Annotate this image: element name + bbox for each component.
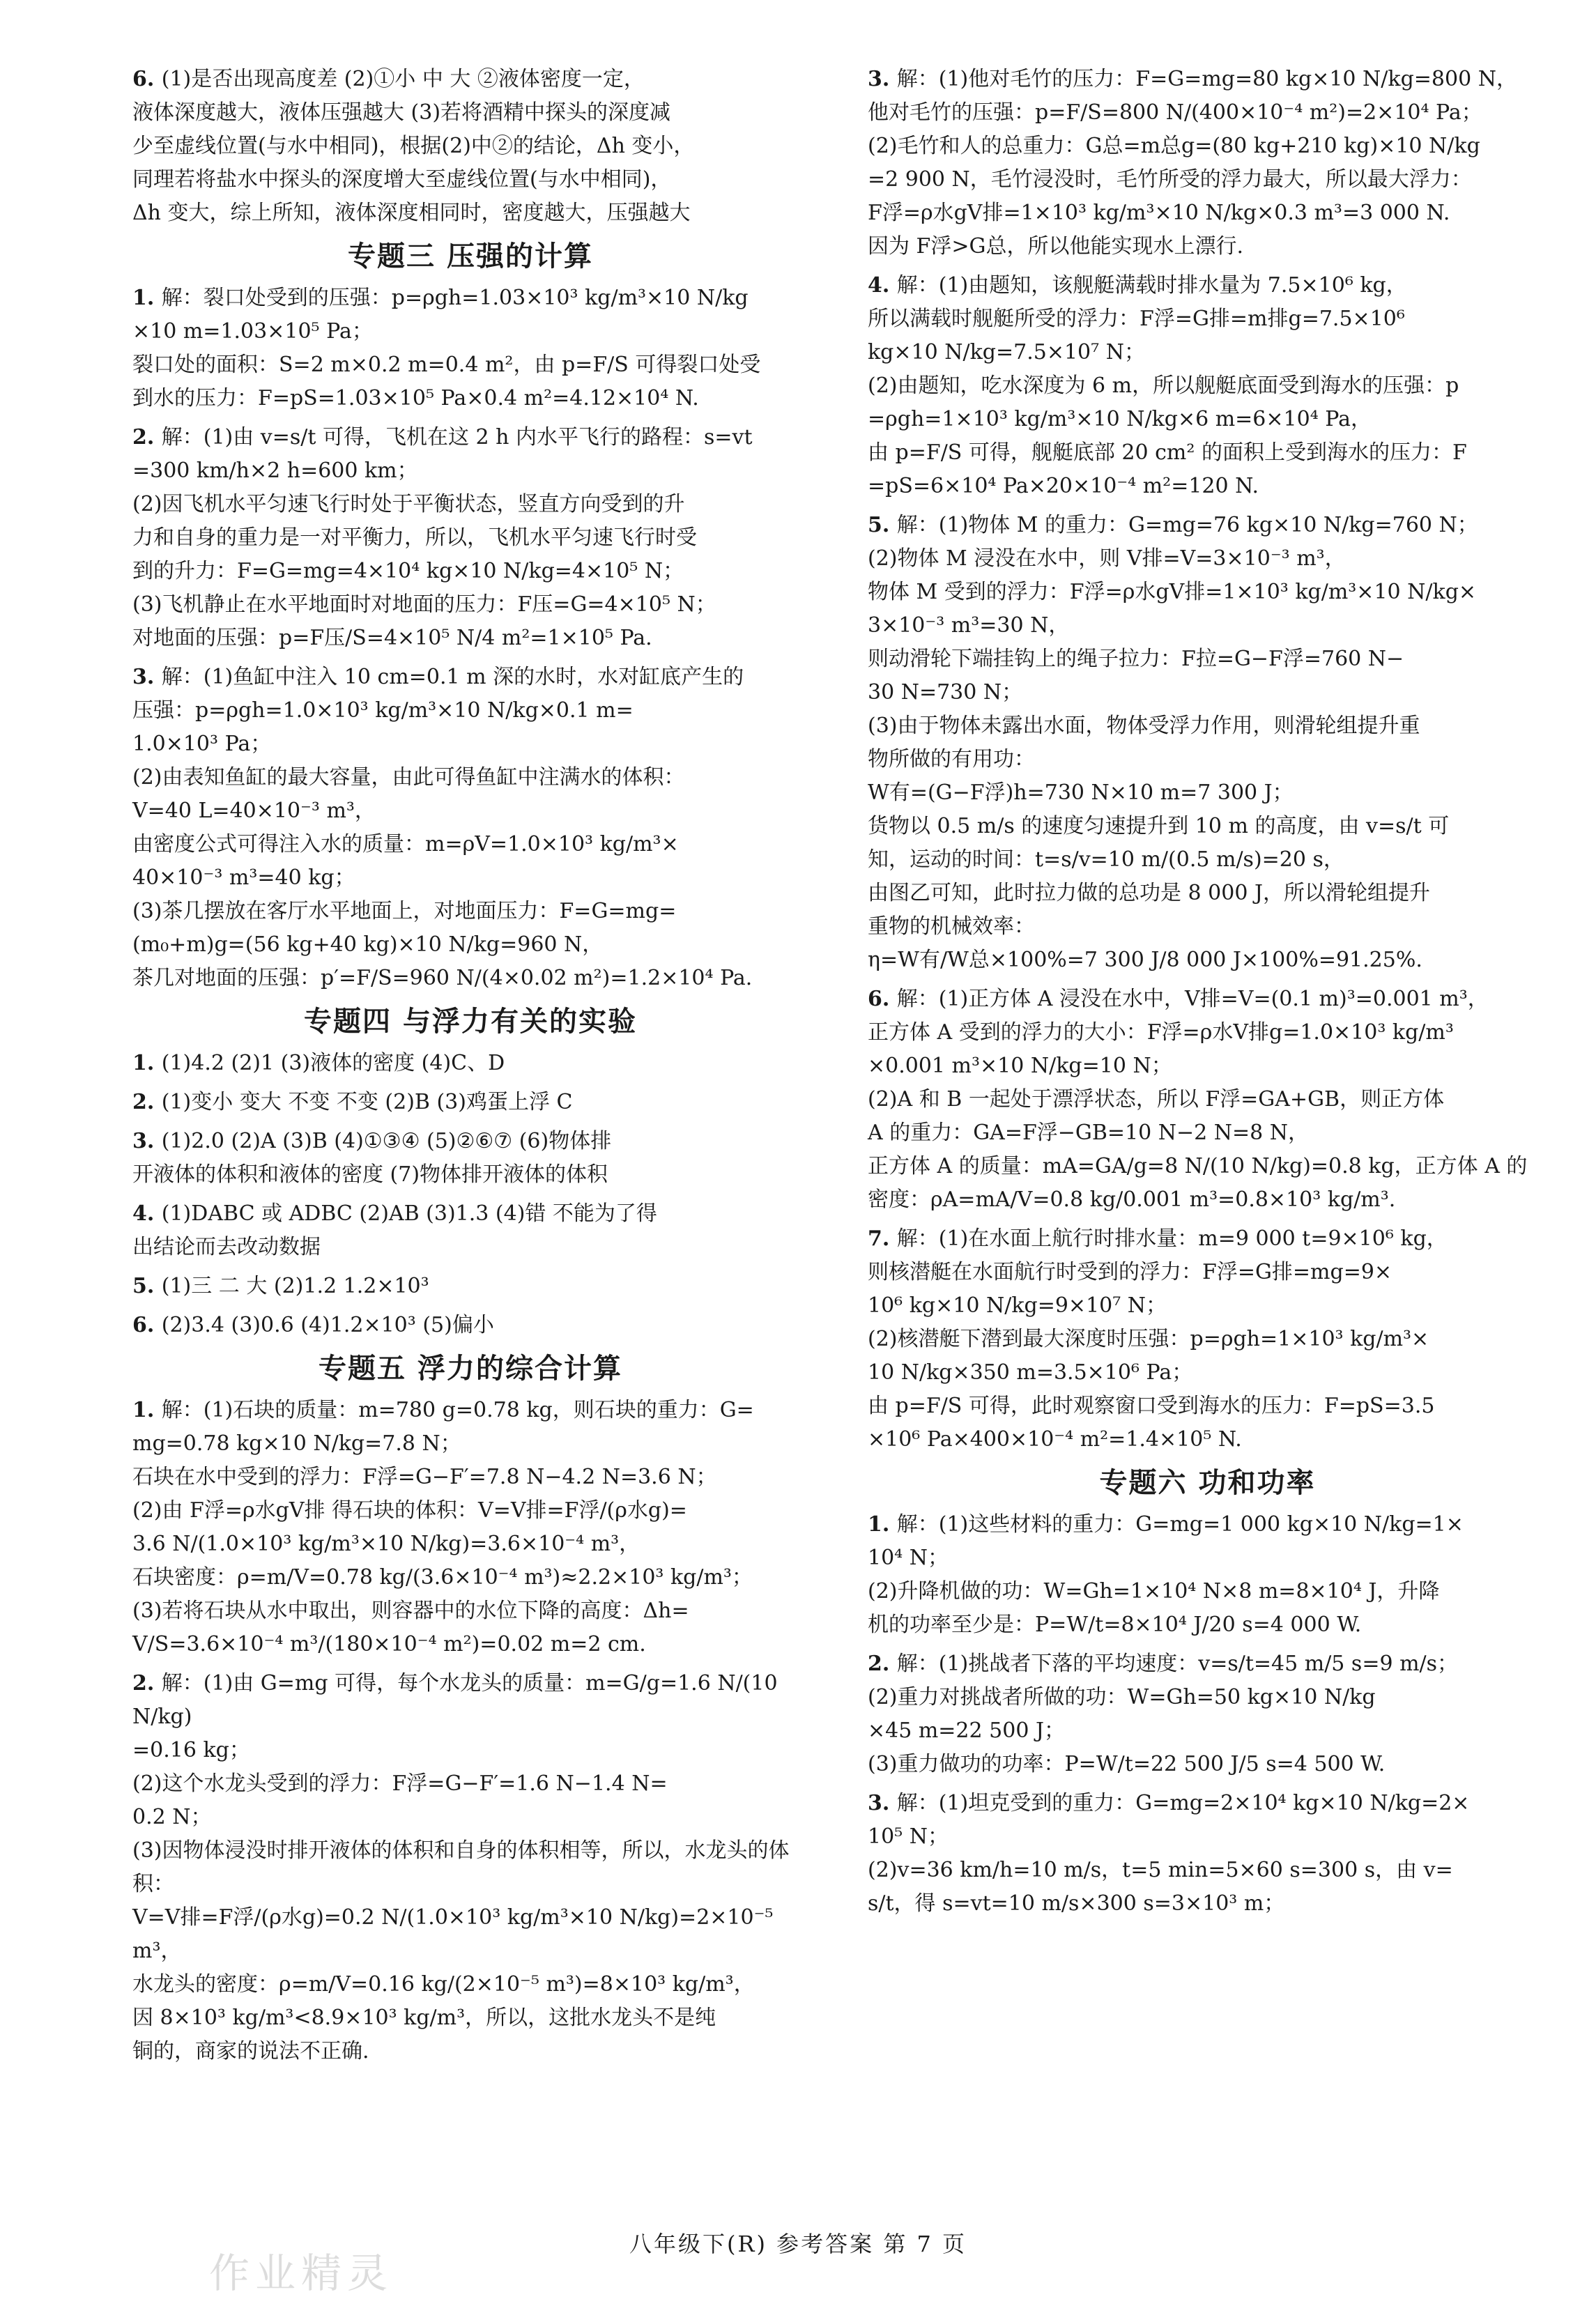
- line-text: η=W有/W总×100%=7 300 J/8 000 J×100%=91.25%.: [868, 948, 1422, 972]
- line-text: 裂口处的面积：S=2 m×0.2 m=0.4 m²，由 p=F/S 可得裂口处受: [132, 353, 761, 377]
- answer-line: [132, 488, 808, 521]
- answer-line: [132, 421, 808, 454]
- line-text: 力和自身的重力是一对平衡力，所以，飞机水平匀速飞行时受: [132, 525, 697, 550]
- line-text: 解：裂口处受到的压强：p=ρgh=1.03×10³ kg/m³×10 N/kg: [161, 286, 749, 310]
- answer-item: [132, 1125, 808, 1192]
- answer-line: [132, 1801, 808, 1834]
- item-number: 1.: [132, 286, 162, 310]
- item-number: 7.: [868, 1227, 897, 1251]
- item-number: 2.: [132, 1090, 162, 1114]
- line-text: ×45 m=22 500 J；: [868, 1719, 1065, 1743]
- line-text: (m₀+m)g=(56 kg+40 kg)×10 N/kg=960 N，: [132, 932, 604, 957]
- answer-line: [132, 1197, 808, 1231]
- answer-line: [132, 521, 808, 555]
- line-text: 由图乙可知，此时拉力做的总功是 8 000 J，所以滑轮组提升: [868, 881, 1430, 905]
- answer-line: [132, 962, 808, 995]
- answer-line: [868, 230, 1547, 263]
- line-text: (2)升降机做的功：W=Gh=1×10⁴ N×8 m=8×10⁴ J，升降: [868, 1579, 1440, 1604]
- answer-line: [132, 1231, 808, 1264]
- answer-line: [868, 96, 1547, 130]
- answer-line: [868, 1748, 1547, 1781]
- answer-line: [868, 1323, 1547, 1356]
- answer-line: [132, 828, 808, 861]
- answer-item: [868, 1787, 1547, 1921]
- line-text: 10⁶ kg×10 N/kg=9×10⁷ N；: [868, 1293, 1167, 1318]
- answer-line: [132, 282, 808, 315]
- answer-line: [868, 810, 1547, 843]
- answer-item: [132, 1309, 808, 1342]
- line-text: mg=0.78 kg×10 N/kg=7.8 N；: [132, 1431, 461, 1456]
- item-number: 3.: [132, 1129, 162, 1153]
- line-text: 由 p=F/S 可得，此时观察窗口受到海水的压力：F=pS=3.5: [868, 1394, 1435, 1418]
- line-text: (2)重力对挑战者所做的功：W=Gh=50 kg×10 N/kg: [868, 1685, 1376, 1709]
- answer-item: [132, 1197, 808, 1264]
- line-text: 3.6 N/(1.0×10³ kg/m³×10 N/kg)=3.6×10⁻⁴ m³，: [132, 1532, 640, 1556]
- answer-line: [132, 163, 808, 197]
- answer-line: [868, 1423, 1547, 1456]
- answer-line: [868, 542, 1547, 576]
- line-text: ×0.001 m³×10 N/kg=10 N；: [868, 1054, 1172, 1078]
- answer-line: [132, 63, 808, 96]
- answer-item: [868, 983, 1547, 1217]
- line-text: 重物的机械效率：: [868, 914, 1035, 939]
- line-text: 因为 F浮>G总，所以他能实现水上漂行.: [868, 234, 1243, 259]
- section-heading: 专题六 功和功率: [1099, 1467, 1316, 1499]
- line-text: =300 km/h×2 h=600 km；: [132, 459, 418, 483]
- line-text: 解：(1)由 G=mg 可得，每个水龙头的质量：m=G/g=1.6 N/(10 N/kg): [132, 1671, 778, 1729]
- answer-line: [132, 1968, 808, 2001]
- left-column: [132, 63, 808, 2074]
- answer-item: [132, 1086, 808, 1119]
- line-text: 到的升力：F=G=mg=4×10⁴ kg×10 N/kg=4×10⁵ N；: [132, 559, 684, 583]
- item-number: 6.: [132, 67, 162, 91]
- answer-line: [132, 1494, 808, 1528]
- answer-item: [132, 421, 808, 655]
- line-text: =ρgh=1×10³ kg/m³×10 N/kg×6 m=6×10⁴ Pa，: [868, 407, 1372, 431]
- line-text: 他对毛竹的压强：p=F/S=800 N/(400×10⁻⁴ m²)=2×10⁴ Pa；: [868, 100, 1482, 125]
- line-text: 10⁵ N；: [868, 1824, 949, 1849]
- line-text: (3)茶几摆放在客厅水平地面上，对地面压力：F=G=mg=: [132, 899, 677, 923]
- answer-line: [868, 944, 1547, 977]
- answer-line: [132, 895, 808, 928]
- answer-item: [132, 63, 808, 230]
- answer-line: [868, 369, 1547, 403]
- answer-line: [868, 1887, 1547, 1921]
- line-text: 解：(1)坦克受到的重力：G=mg=2×10⁴ kg×10 N/kg=2×: [896, 1791, 1470, 1815]
- line-text: 石块在水中受到的浮力：F浮=G−F′=7.8 N−4.2 N=3.6 N；: [132, 1465, 717, 1489]
- line-text: 出结论而去改动数据: [132, 1235, 321, 1259]
- line-text: kg×10 N/kg=7.5×10⁷ N；: [868, 340, 1145, 364]
- line-text: 30 N=730 N；: [868, 680, 1023, 705]
- answer-line: [868, 470, 1547, 503]
- answer-line: [132, 1461, 808, 1494]
- answer-line: [132, 1158, 808, 1192]
- line-text: 同理若将盐水中探头的深度增大至虚线位置(与水中相同)，: [132, 167, 672, 192]
- line-text: (2)v=36 km/h=10 m/s，t=5 min=5×60 s=300 s，由 v=: [868, 1858, 1453, 1882]
- answer-line: [868, 436, 1547, 470]
- item-number: 5.: [132, 1274, 162, 1298]
- line-text: (3)由于物体未露出水面，物体受浮力作用，则滑轮组提升重: [868, 714, 1420, 738]
- answer-line: [132, 555, 808, 588]
- answer-line: [868, 336, 1547, 369]
- answer-line: [132, 1047, 808, 1080]
- answer-line: [868, 1256, 1547, 1289]
- line-text: (2)核潜艇下潜到最大深度时压强：p=ρgh=1×10³ kg/m³×: [868, 1327, 1429, 1351]
- answer-line: [132, 1270, 808, 1303]
- line-text: (1)变小 变大 不变 不变 (2)B (3)鸡蛋上浮 C: [161, 1090, 573, 1114]
- line-text: (2)3.4 (3)0.6 (4)1.2×10³ (5)偏小: [161, 1313, 494, 1337]
- line-text: 解：(1)他对毛竹的压力：F=G=mg=80 kg×10 N/kg=800 N，: [896, 67, 1517, 91]
- answer-line: [132, 1086, 808, 1119]
- line-text: 密度：ρA=mA/V=0.8 kg/0.001 m³=0.8×10³ kg/m³.: [868, 1187, 1396, 1212]
- item-number: 6.: [868, 987, 897, 1011]
- line-text: 开液体的体积和液体的密度 (7)物体排开液体的体积: [132, 1162, 608, 1187]
- line-text: =0.16 kg；: [132, 1738, 250, 1762]
- line-text: 1.0×10³ Pa；: [132, 732, 272, 756]
- answer-line: [132, 1528, 808, 1561]
- item-number: 2.: [132, 1671, 162, 1696]
- answer-line: [132, 728, 808, 761]
- answer-line: [868, 709, 1547, 743]
- answer-line: [868, 877, 1547, 910]
- item-number: 4.: [132, 1201, 162, 1226]
- answer-line: [868, 403, 1547, 436]
- line-text: 因 8×10³ kg/m³<8.9×10³ kg/m³，所以，这批水龙头不是纯: [132, 2006, 716, 2030]
- answer-line: [868, 302, 1547, 336]
- answer-line: [132, 928, 808, 962]
- answer-line: [132, 197, 808, 230]
- line-text: 少至虚线位置(与水中相同)，根据(2)中②的结论，Δh 变小，: [132, 134, 695, 158]
- line-text: (1)2.0 (2)A (3)B (4)①③④ (5)②⑥⑦ (6)物体排: [161, 1129, 612, 1153]
- answer-line: [868, 983, 1547, 1016]
- line-text: 石块密度：ρ=m/V=0.78 kg/(3.6×10⁻⁴ m³)≈2.2×10³ kg/m³；: [132, 1565, 753, 1590]
- answer-line: [868, 1116, 1547, 1150]
- line-text: 解：(1)挑战者下落的平均速度：v=s/t=45 m/5 s=9 m/s；: [896, 1652, 1459, 1676]
- answer-line: [868, 643, 1547, 676]
- line-text: (2)由题知，吃水深度为 6 m，所以舰艇底面受到海水的压强：p: [868, 374, 1459, 398]
- answer-line: [132, 588, 808, 622]
- answer-line: [868, 509, 1547, 542]
- item-number: 1.: [868, 1512, 897, 1537]
- answer-line: [132, 1667, 808, 1734]
- line-text: =2 900 N，毛竹浸没时，毛竹所受的浮力最大，所以最大浮力：: [868, 167, 1472, 192]
- answer-line: [132, 1594, 808, 1628]
- answer-item: [132, 1667, 808, 2068]
- answer-line: [132, 130, 808, 163]
- answer-line: [868, 743, 1547, 776]
- answer-line: [868, 1016, 1547, 1049]
- answer-item: [132, 1270, 808, 1303]
- answer-line: [132, 1901, 808, 1968]
- answer-item: [868, 1647, 1547, 1781]
- answer-line: [868, 1681, 1547, 1714]
- line-text: F浮=ρ水gV排=1×10³ kg/m³×10 N/kg×0.3 m³=3 000 N.: [868, 201, 1450, 225]
- line-text: ×10⁶ Pa×400×10⁻⁴ m²=1.4×10⁵ N.: [868, 1427, 1242, 1452]
- answer-line: [868, 197, 1547, 230]
- line-text: 40×10⁻³ m³=40 kg；: [132, 866, 355, 890]
- answer-line: [132, 1561, 808, 1594]
- line-text: (3)飞机静止在水平地面时对地面的压力：F压=G=4×10⁵ N；: [132, 592, 716, 617]
- answer-item: [132, 282, 808, 415]
- item-number: 4.: [868, 273, 897, 298]
- answer-line: [868, 1541, 1547, 1575]
- line-text: 茶几对地面的压强：p′=F/S=960 N/(4×0.02 m²)=1.2×10⁴ Pa.: [132, 966, 753, 990]
- line-text: 解：(1)鱼缸中注入 10 cm=0.1 m 深的水时，水对缸底产生的: [161, 665, 744, 689]
- answer-line: [868, 1150, 1547, 1183]
- line-text: 机的功率至少是：P=W/t=8×10⁴ J/20 s=4 000 W.: [868, 1613, 1362, 1637]
- line-text: 所以满载时舰艇所受的浮力：F浮=G排=m排g=7.5×10⁶: [868, 307, 1405, 331]
- answer-line: [868, 1083, 1547, 1116]
- answer-line: [868, 1820, 1547, 1854]
- line-text: 知，运动的时间：t=s/v=10 m/(0.5 m/s)=20 s，: [868, 847, 1344, 872]
- line-text: V/S=3.6×10⁻⁴ m³/(180×10⁻⁴ m²)=0.02 m=2 cm.: [132, 1632, 646, 1656]
- watermark-text: 作业精灵: [209, 2250, 394, 2297]
- answer-line: [868, 163, 1547, 197]
- answer-line: [868, 609, 1547, 643]
- line-text: 3×10⁻³ m³=30 N，: [868, 613, 1070, 638]
- line-text: ×10 m=1.03×10⁵ Pa；: [132, 319, 373, 344]
- answer-line: [132, 661, 808, 694]
- line-text: 解：(1)石块的质量：m=780 g=0.78 kg，则石块的重力：G=: [161, 1398, 754, 1422]
- answer-line: [132, 1125, 808, 1158]
- answer-line: [132, 1834, 808, 1901]
- line-text: 对地面的压强：p=F压/S=4×10⁵ N/4 m²=1×10⁵ Pa.: [132, 626, 652, 650]
- line-text: (2)物体 M 浸没在水中，则 V排=V=3×10⁻³ m³，: [868, 546, 1346, 571]
- line-text: (3)若将石块从水中取出，则容器中的水位下降的高度：Δh=: [132, 1599, 689, 1623]
- answer-item: [868, 1222, 1547, 1456]
- line-text: (2)由表知鱼缸的最大容量，由此可得鱼缸中注满水的体积：: [132, 765, 685, 790]
- answer-line: [868, 130, 1547, 163]
- answer-line: [132, 315, 808, 348]
- answer-line: [132, 861, 808, 895]
- section-heading: 专题五 浮力的综合计算: [319, 1353, 622, 1385]
- answer-line: [132, 794, 808, 828]
- item-number: 2.: [132, 425, 162, 449]
- answer-item: [132, 661, 808, 995]
- line-text: 10⁴ N；: [868, 1546, 949, 1570]
- answer-line: [868, 1222, 1547, 1256]
- answer-item: [868, 509, 1547, 977]
- answer-item: [132, 1047, 808, 1080]
- page-footer: 八年级下(R) 参考答案 第 7 页: [629, 2231, 967, 2257]
- line-text: (3)因物体浸没时排开液体的体积和自身的体积相等，所以，水龙头的体积：: [132, 1838, 790, 1896]
- answer-line: [868, 1390, 1547, 1423]
- answer-line: [868, 1714, 1547, 1748]
- line-text: 则动滑轮下端挂钩上的绳子拉力：F拉=G−F浮=760 N−: [868, 647, 1404, 671]
- line-text: (2)由 F浮=ρ水gV排 得石块的体积：V=V排=F浮/(ρ水g)=: [132, 1498, 687, 1523]
- line-text: 到水的压力：F=pS=1.03×10⁵ Pa×0.4 m²=4.12×10⁴ N.: [132, 386, 699, 410]
- line-text: (1)4.2 (2)1 (3)液体的密度 (4)C、D: [161, 1051, 505, 1075]
- item-number: 3.: [868, 1791, 897, 1815]
- line-text: V=V排=F浮/(ρ水g)=0.2 N/(1.0×10³ kg/m³×10 N/kg)=2×10⁻⁵ m³，: [132, 1905, 774, 1963]
- line-text: (2)毛竹和人的总重力：G总=m总g=(80 kg+210 kg)×10 N/kg: [868, 134, 1480, 158]
- answer-item: [132, 1394, 808, 1661]
- line-text: 压强：p=ρgh=1.0×10³ kg/m³×10 N/kg×0.1 m=: [132, 698, 634, 723]
- answer-line: [132, 1734, 808, 1767]
- line-text: 10 N/kg×350 m=3.5×10⁶ Pa；: [868, 1360, 1193, 1385]
- answer-line: [132, 1309, 808, 1342]
- answer-line: [132, 1628, 808, 1661]
- answer-line: [132, 1394, 808, 1427]
- answer-line: [868, 1647, 1547, 1681]
- line-text: s/t，得 s=vt=10 m/s×300 s=3×10³ m；: [868, 1891, 1285, 1916]
- answer-line: [868, 910, 1547, 944]
- line-text: 正方体 A 的质量：mA=GA/g=8 N/(10 N/kg)=0.8 kg，正方体 A 的: [868, 1154, 1528, 1178]
- answer-line: [132, 1427, 808, 1461]
- line-text: 解：(1)由 v=s/t 可得，飞机在这 2 h 内水平飞行的路程：s=vt: [161, 425, 753, 449]
- line-text: 水龙头的密度：ρ=m/V=0.16 kg/(2×10⁻⁵ m³)=8×10³ kg/m³，: [132, 1972, 755, 1997]
- line-text: (3)重力做功的功率：P=W/t=22 500 J/5 s=4 500 W.: [868, 1752, 1386, 1776]
- answer-line: [132, 348, 808, 382]
- line-text: (1)DABC 或 ADBC (2)AB (3)1.3 (4)错 不能为了得: [161, 1201, 657, 1226]
- answer-line: [868, 1608, 1547, 1642]
- line-text: 解：(1)物体 M 的重力：G=mg=76 kg×10 N/kg=760 N；: [896, 513, 1478, 537]
- line-text: 解：(1)由题知，该舰艇满载时排水量为 7.5×10⁶ kg，: [896, 273, 1407, 298]
- answer-line: [868, 269, 1547, 302]
- answer-line: [132, 96, 808, 130]
- answer-item: [868, 269, 1547, 503]
- line-text: (2)这个水龙头受到的浮力：F浮=G−F′=1.6 N−1.4 N=: [132, 1771, 668, 1796]
- item-number: 1.: [132, 1051, 162, 1075]
- line-text: 解：(1)这些材料的重力：G=mg=1 000 kg×10 N/kg=1×: [896, 1512, 1464, 1537]
- answer-line: [868, 1183, 1547, 1217]
- answer-line: [868, 1575, 1547, 1608]
- line-text: =pS=6×10⁴ Pa×20×10⁻⁴ m²=120 N.: [868, 474, 1259, 498]
- line-text: V=40 L=40×10⁻³ m³，: [132, 799, 376, 823]
- line-text: 物体 M 受到的浮力：F浮=ρ水gV排=1×10³ kg/m³×10 N/kg×: [868, 580, 1477, 604]
- line-text: W有=(G−F浮)h=730 N×10 m=7 300 J；: [868, 781, 1294, 805]
- line-text: 铜的，商家的说法不正确.: [132, 2039, 369, 2063]
- line-text: 由 p=F/S 可得，舰艇底部 20 cm² 的面积上受到海水的压力：F: [868, 440, 1467, 465]
- line-text: (1)是否出现高度差 (2)①小 中 大 ②液体密度一定，: [161, 67, 645, 91]
- item-number: 5.: [868, 513, 897, 537]
- answer-line: [868, 63, 1547, 96]
- answer-line: [868, 676, 1547, 709]
- section-heading: 专题三 压强的计算: [348, 240, 593, 272]
- answer-line: [868, 776, 1547, 810]
- line-text: (2)A 和 B 一起处于漂浮状态，所以 F浮=GA+GB，则正方体: [868, 1087, 1445, 1112]
- item-number: 6.: [132, 1313, 162, 1337]
- answer-line: [132, 2001, 808, 2035]
- item-number: 3.: [132, 665, 162, 689]
- right-column: [868, 63, 1547, 1926]
- answer-line: [868, 1049, 1547, 1083]
- line-text: 物所做的有用功：: [868, 747, 1035, 771]
- answer-line: [868, 843, 1547, 877]
- line-text: (2)因飞机水平匀速飞行时处于平衡状态，竖直方向受到的升: [132, 492, 685, 516]
- line-text: Δh 变大，综上所知，液体深度相同时，密度越大，压强越大: [132, 201, 691, 225]
- line-text: 解：(1)在水面上航行时排水量：m=9 000 t=9×10⁶ kg，: [896, 1227, 1448, 1251]
- answer-line: [132, 454, 808, 488]
- answer-line: [868, 1854, 1547, 1887]
- line-text: (1)三 二 大 (2)1.2 1.2×10³: [161, 1274, 429, 1298]
- answer-line: [868, 1356, 1547, 1390]
- answer-line: [868, 576, 1547, 609]
- answer-line: [132, 761, 808, 794]
- answer-line: [132, 382, 808, 415]
- answer-line: [132, 694, 808, 728]
- answer-line: [132, 1767, 808, 1801]
- item-number: 2.: [868, 1652, 897, 1676]
- line-text: 货物以 0.5 m/s 的速度匀速提升到 10 m 的高度，由 v=s/t 可: [868, 814, 1450, 838]
- answer-item: [868, 1508, 1547, 1642]
- line-text: 0.2 N；: [132, 1805, 212, 1829]
- answer-line: [132, 2035, 808, 2068]
- answer-line: [868, 1787, 1547, 1820]
- answer-line: [868, 1289, 1547, 1323]
- item-number: 1.: [132, 1398, 162, 1422]
- answer-line: [132, 622, 808, 655]
- item-number: 3.: [868, 67, 897, 91]
- line-text: A 的重力：GA=F浮−GB=10 N−2 N=8 N，: [868, 1121, 1310, 1145]
- line-text: 液体深度越大，液体压强越大 (3)若将酒精中探头的深度减: [132, 100, 671, 125]
- section-heading: 专题四 与浮力有关的实验: [304, 1006, 637, 1038]
- answer-line: [868, 1508, 1547, 1541]
- line-text: 解：(1)正方体 A 浸没在水中，V排=V=(0.1 m)³=0.001 m³，: [896, 987, 1489, 1011]
- answer-item: [868, 63, 1547, 263]
- line-text: 由密度公式可得注入水的质量：m=ρV=1.0×10³ kg/m³×: [132, 832, 679, 856]
- line-text: 正方体 A 受到的浮力的大小：F浮=ρ水V排g=1.0×10³ kg/m³: [868, 1020, 1454, 1045]
- line-text: 则核潜艇在水面航行时受到的浮力：F浮=G排=mg=9×: [868, 1260, 1392, 1284]
